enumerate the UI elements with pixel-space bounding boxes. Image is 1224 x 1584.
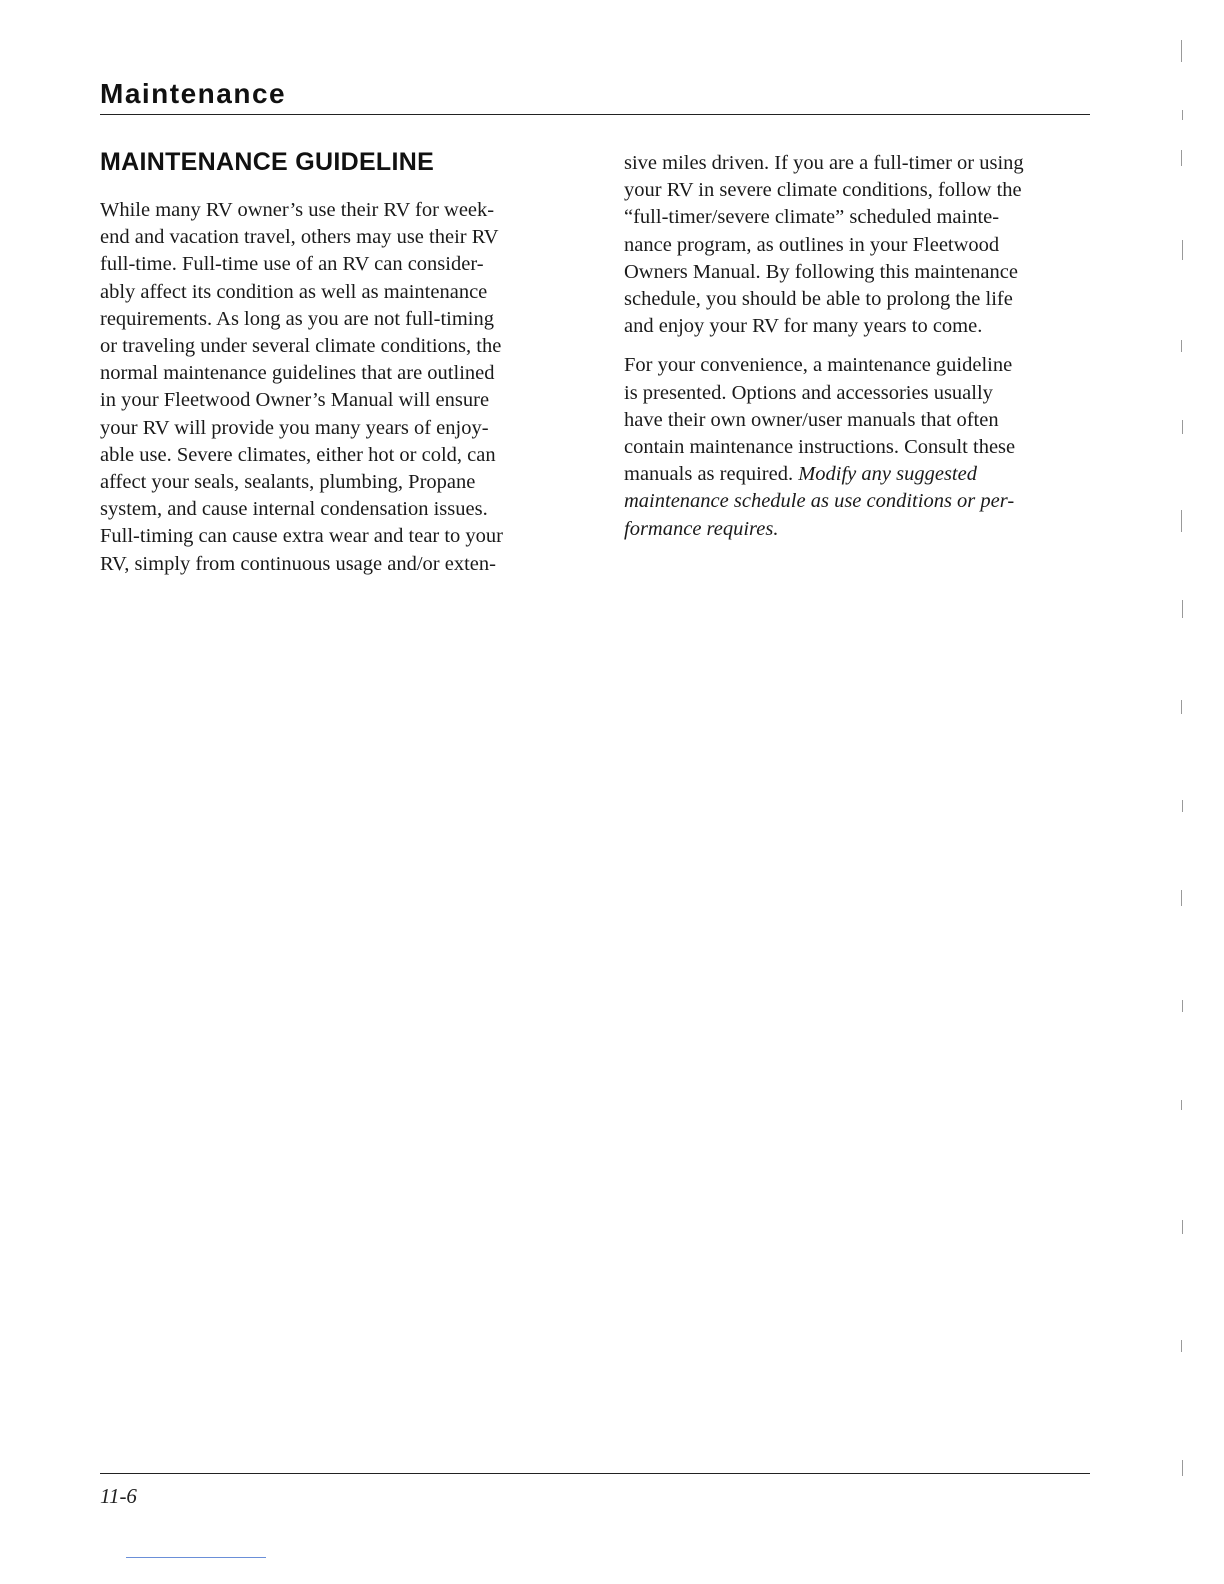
right-paragraph-2-regular: For your convenience, a maintenance guideline is presented. Options and accessories usually have their own owner/user manuals that often contain maintenance instructions. Consult these manuals as required. <box>624 354 1016 486</box>
scan-margin-specks <box>1178 40 1190 1560</box>
right-paragraph-2 <box>624 352 1090 542</box>
right-column <box>624 150 1090 543</box>
section-title: MAINTENANCE GUIDELINE <box>100 148 435 176</box>
right-paragraph-2-italic: Modify any suggested maintenance schedule as use conditions or per- formance requires. <box>624 463 1015 540</box>
footer-rule <box>100 1473 1090 1474</box>
page-header-title: Maintenance <box>100 78 287 109</box>
left-column <box>100 148 570 578</box>
right-paragraph-1: sive miles driven. If you are a full-timer or using your RV in severe climate conditions, follow the “full-timer/severe climate” scheduled mainte- nance program, as outlines in your Fleetwood Owners Manual. By following this maintenance schedule, you should be able to prolong the life and enjoy your RV for many years to come. <box>624 152 1024 338</box>
scan-artifact-line <box>126 1557 266 1558</box>
left-paragraph-1: While many RV owner’s use their RV for week- end and vacation travel, others may use their RV full-time. Full-time use of an RV can consider- ably affect its condition as well as maintenance requirements. As long as you are not full-timing or traveling under several climate conditions, the normal maintenance guidelines that are outlined in your Fleetwood Owner’s Manual will ensure your RV will provide you many years of enjoy- able use. Severe climates, either hot or cold, can affect your seals, sealants, plumbing, Propane system, and cause internal condensation issues. Full-timing can cause extra wear and tear to your RV, simply from continuous usage and/or exten- <box>100 199 504 575</box>
header-rule <box>100 114 1090 115</box>
page-number: 11-6 <box>100 1484 137 1508</box>
